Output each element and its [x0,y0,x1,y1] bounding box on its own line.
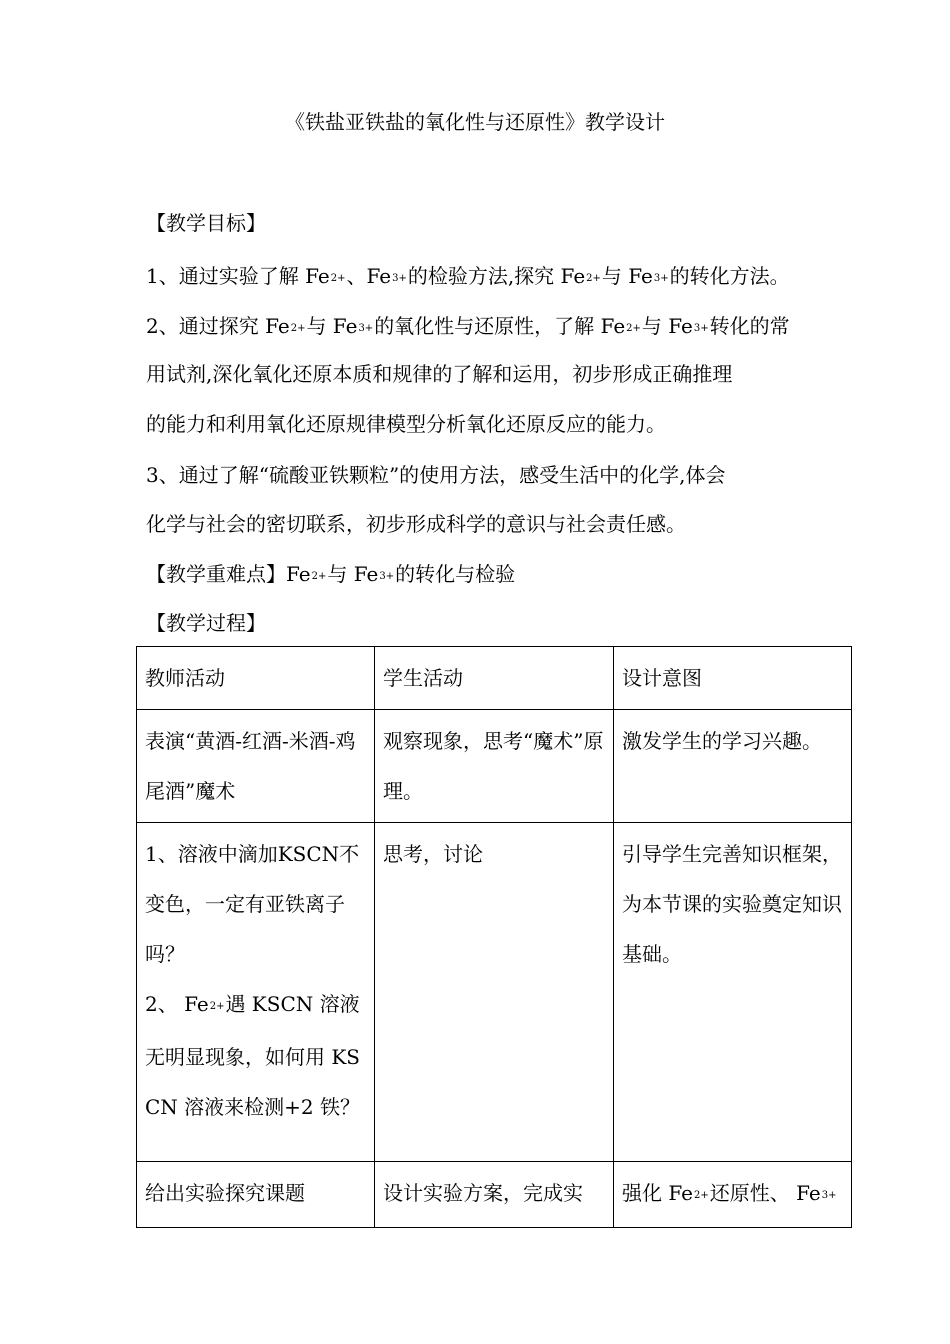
objective-2-line-2: 用试剂,深化氧化还原本质和规律的了解和运用，初步形成正确推理 [146,362,733,386]
student-activity-cell: 思考，讨论 [375,823,614,1162]
table-row [137,1162,852,1228]
header-teacher-activity: 教师活动 [137,647,375,710]
design-intent-cell: 引导学生完善知识框架，为本节课的实验奠定知识基础。 [614,823,852,1162]
header-student-activity: 学生活动 [375,647,614,710]
objective-2-line-3: 的能力和利用氧化还原规律模型分析氧化还原反应的能力。 [146,412,666,436]
teacher-activity-cell: 1、溶液中滴加KSCN不变色，一定有亚铁离子吗？ 2、 $Fe^{2+}$遇 KSCN 溶液无明显现象，如何用 KSCN 溶液来检测+2 铁？ [137,823,375,1162]
student-activity-cell: 观察现象，思考“魔术”原理。 [375,710,614,823]
objective-2-line-1: 2、通过探究 $Fe^{2+}$与 $Fe^{3+}$的氧化性与还原性，了解 $Fe^{2+}$与 $Fe^{3+}$转化的常 [146,314,790,338]
objective-1: 1、通过实验了解 $Fe^{2+}$、$Fe^{3+}$的检验方法,探究 $Fe^{2+}$与 $Fe^{3+}$的转化方法。 [146,264,790,288]
key-points: 【教学重难点】$Fe^{2+}$与 $Fe^{3+}$的转化与检验 [146,562,516,586]
table-row [137,823,852,1162]
design-intent-cell: 激发学生的学习兴趣。 [614,710,852,823]
design-intent-cell: 强化 $Fe^{2+}$还原性、 $Fe^{3+}$ [614,1162,852,1228]
objective-3-line-1: 3、通过了解“硫酸亚铁颗粒”的使用方法，感受生活中的化学,体会 [146,463,726,487]
table-header-row [137,647,852,710]
teacher-activity-cell: 表演“黄酒-红酒-米酒-鸡尾酒”魔术 [137,710,375,823]
student-activity-cell: 设计实验方案，完成实 [375,1162,614,1228]
page-title: 《铁盐亚铁盐的氧化性与还原性》教学设计 [285,110,665,134]
objective-3-line-2: 化学与社会的密切联系，初步形成科学的意识与社会责任感。 [146,512,686,536]
teaching-process-table [136,646,852,1228]
process-heading: 【教学过程】 [146,611,266,635]
table-row [137,710,852,823]
header-design-intent: 设计意图 [614,647,852,710]
teacher-activity-cell: 给出实验探究课题 [137,1162,375,1228]
objectives-heading: 【教学目标】 [146,211,266,235]
